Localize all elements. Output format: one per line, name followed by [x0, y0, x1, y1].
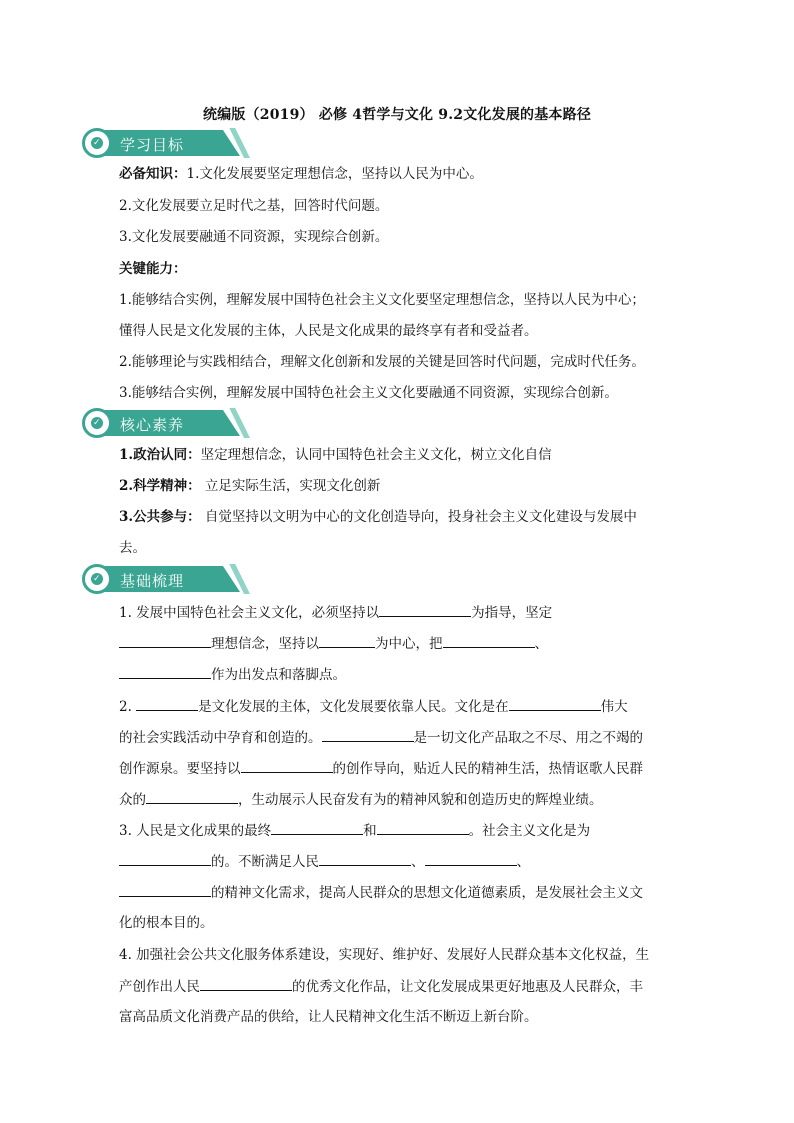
question-line: 作为出发点和落脚点。: [119, 664, 679, 685]
fill-blank[interactable]: [200, 976, 292, 991]
question-line: 1. 发展中国特色社会主义文化，必须坚持以 为指导，坚定: [119, 602, 679, 623]
text-line: 1.能够结合实例，理解发展中国特色社会主义文化要坚定理想信念，坚持以人民为中心；: [119, 292, 645, 308]
fill-blank[interactable]: [443, 633, 535, 648]
fill-blank[interactable]: [319, 851, 411, 866]
fill-blank[interactable]: [136, 696, 198, 711]
fill-blank[interactable]: [319, 633, 375, 648]
fill-blank[interactable]: [119, 851, 211, 866]
question-line: 富高品质文化消费产品的供给，让人民精神文化生活不断迈上新台阶。: [119, 1009, 538, 1025]
text-line: 1.政治认同：坚定理想信念，认同中国特色社会主义文化，树立文化自信: [119, 447, 552, 463]
fill-blank[interactable]: [241, 758, 333, 773]
question-line: 化的根本目的。: [119, 915, 214, 931]
page-title: 统编版（2019） 必修 4哲学与文化 9.2文化发展的基本路径: [202, 107, 592, 123]
text-line: 3.能够结合实例，理解发展中国特色社会主义文化要融通不同资源，实现综合创新。: [119, 385, 618, 401]
label-bibei: 必备知识：: [119, 166, 187, 182]
section-header-core: [82, 408, 252, 440]
question-line: 众的 ，生动展示人民奋发有为的精神风貌和创造历史的辉煌业绩。: [119, 789, 679, 810]
fill-blank[interactable]: [271, 820, 363, 835]
text-line: 3.公共参与： 自觉坚持以文明为中心的文化创造导向，投身社会主义文化建设与发展中: [119, 509, 637, 525]
label-guanjian: 关键能力：: [119, 261, 187, 277]
fill-blank[interactable]: [509, 696, 601, 711]
text-line: 2.文化发展要立足时代之基，回答时代问题。: [119, 198, 389, 214]
question-line: 创作源泉。要坚持以 的创作导向，贴近人民的精神生活，热情讴歌人民群: [119, 758, 679, 779]
fill-blank[interactable]: [377, 820, 469, 835]
question-line: 4. 加强社会公共文化服务体系建设，实现好、维护好、发展好人民群众基本文化权益，生: [119, 947, 650, 963]
section-label: 学习目标: [120, 136, 185, 154]
check-circle-icon: ✓: [82, 408, 112, 438]
question-line: 产创作出人民 的优秀文化作品，让文化发展成果更好地惠及人民群众，丰: [119, 976, 679, 997]
section-label: 核心素养: [120, 416, 185, 434]
section-header-goals: [82, 128, 252, 160]
question-line: 的。不断满足人民 、 、: [119, 851, 679, 872]
fill-blank[interactable]: [119, 882, 211, 897]
question-line: 理想信念，坚持以 为中心，把 、: [119, 633, 679, 654]
section-header-basics: [82, 564, 252, 596]
question-line: 的社会实践活动中孕育和创造的。 是一切文化产品取之不尽、用之不竭的: [119, 727, 679, 748]
check-circle-icon: ✓: [82, 128, 112, 158]
question-line: 2. 是文化发展的主体，文化发展要依靠人民。文化是在 伟大: [119, 696, 679, 717]
text-line: 2.能够理论与实践相结合，理解文化创新和发展的关键是回答时代问题，完成时代任务。: [119, 354, 645, 370]
question-line: 3. 人民是文化成果的最终 和 。社会主义文化是为: [119, 820, 679, 841]
text-line: 懂得人民是文化发展的主体，人民是文化成果的最终享有者和受益者。: [119, 323, 538, 339]
fill-blank[interactable]: [379, 602, 471, 617]
text-line: 2.科学精神： 立足实际生活，实现文化创新: [119, 478, 381, 494]
fill-blank[interactable]: [146, 789, 238, 804]
fill-blank[interactable]: [322, 727, 414, 742]
fill-blank[interactable]: [119, 664, 211, 679]
text-line: 3.文化发展要融通不同资源，实现综合创新。: [119, 229, 389, 245]
check-circle-icon: ✓: [82, 564, 112, 594]
section-label: 基础梳理: [120, 572, 185, 590]
fill-blank[interactable]: [425, 851, 517, 866]
question-line: 的精神文化需求，提高人民群众的思想文化道德素质，是发展社会主义文: [119, 882, 679, 903]
fill-blank[interactable]: [119, 633, 211, 648]
text-line: 必备知识：1.文化发展要坚定理想信念，坚持以人民为中心。: [119, 166, 483, 182]
text-line: 去。: [119, 540, 146, 556]
